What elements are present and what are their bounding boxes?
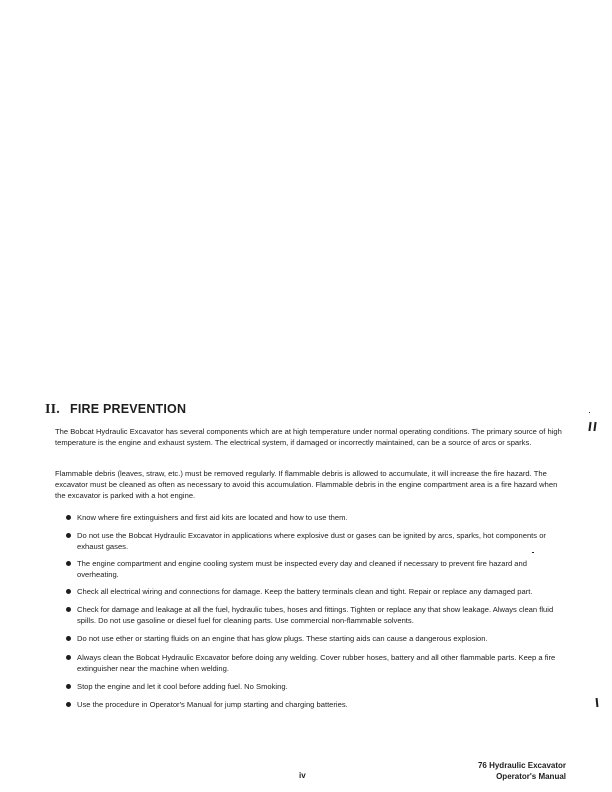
- debris-paragraph: Flammable debris (leaves, straw, etc.) must be removed regularly. If flammable debris is allowed to accumulate, it will increase the fire hazard. The excavator must be cleaned as often as necessary to avoid this accumulation. Flammable debris in the engine compartment area is a fire hazard when the excavator is parked with a hot engine.: [55, 469, 558, 500]
- list-item: [66, 699, 569, 710]
- bullet-dot-icon: [66, 533, 71, 538]
- list-item-text: Check all electrical wiring and connections for damage. Keep the battery terminals clean and tight. Repair or replace any damaged part.: [77, 587, 533, 596]
- page-number: iv: [299, 771, 306, 780]
- scan-mark: [596, 698, 599, 707]
- fire-safety-list: [66, 512, 569, 710]
- list-item-text: Always clean the Bobcat Hydraulic Excavator before doing any welding. Cover rubber hoses, battery and all other flammable parts. Keep a fire extinguisher near the machine when welding.: [77, 653, 556, 673]
- list-item-text: Stop the engine and let it cool before adding fuel. No Smoking.: [77, 682, 288, 691]
- footer-title-line2: Operator's Manual: [496, 772, 566, 781]
- section-heading: [45, 402, 186, 418]
- list-item-text: Check for damage and leakage at all the fuel, hydraulic tubes, hoses and fittings. Tighten or replace any that show leakage. Always clean fluid spills. Do not use gasoline or diesel fuel for cleaning parts. Use commercial non-flammable solvents.: [77, 605, 554, 625]
- footer-title-line1: 76 Hydraulic Excavator: [477, 761, 566, 770]
- section-number: II.: [45, 402, 60, 417]
- list-item: [66, 512, 569, 523]
- list-item: [66, 681, 569, 692]
- bullet-dot-icon: [66, 636, 71, 641]
- bullet-dot-icon: [66, 561, 71, 566]
- list-item-text: Use the procedure in Operator's Manual for jump starting and charging batteries.: [77, 700, 348, 709]
- bullet-dot-icon: [66, 589, 71, 594]
- list-item-text: Know where fire extinguishers and first aid kits are located and how to use them.: [77, 513, 348, 522]
- scan-mark: [589, 412, 590, 413]
- intro-paragraph: The Bobcat Hydraulic Excavator has several components which are at high temperature under normal operating conditions. The primary source of high temperature is the engine and exhaust system. The electrical system, if damaged or incorrectly maintained, can be a source of arcs or sparks.: [55, 427, 562, 447]
- list-item: [66, 586, 569, 597]
- list-item: [66, 633, 569, 644]
- bullet-dot-icon: [66, 515, 71, 520]
- scan-mark: [588, 422, 591, 431]
- list-item: [66, 604, 569, 626]
- scan-mark: [593, 422, 596, 431]
- list-item: [66, 558, 569, 580]
- footer-manual-title: [478, 760, 566, 782]
- section-title: FIRE PREVENTION: [70, 402, 187, 416]
- list-item-text: The engine compartment and engine cooling system must be inspected every day and cleaned if necessary to prevent fire hazard and overheating.: [77, 559, 527, 579]
- bullet-dot-icon: [66, 655, 71, 660]
- bullet-dot-icon: [66, 684, 71, 689]
- list-item: [66, 530, 569, 552]
- list-item-text: Do not use ether or starting fluids on an engine that has glow plugs. These starting aids can cause a dangerous explosion.: [77, 634, 488, 643]
- scan-mark: [532, 552, 534, 553]
- list-item: [66, 652, 569, 674]
- list-item-text: Do not use the Bobcat Hydraulic Excavator in applications where explosive dust or gases can be ignited by arcs, sparks, hot components or exhaust gases.: [77, 531, 546, 551]
- bullet-dot-icon: [66, 702, 71, 707]
- bullet-dot-icon: [66, 607, 71, 612]
